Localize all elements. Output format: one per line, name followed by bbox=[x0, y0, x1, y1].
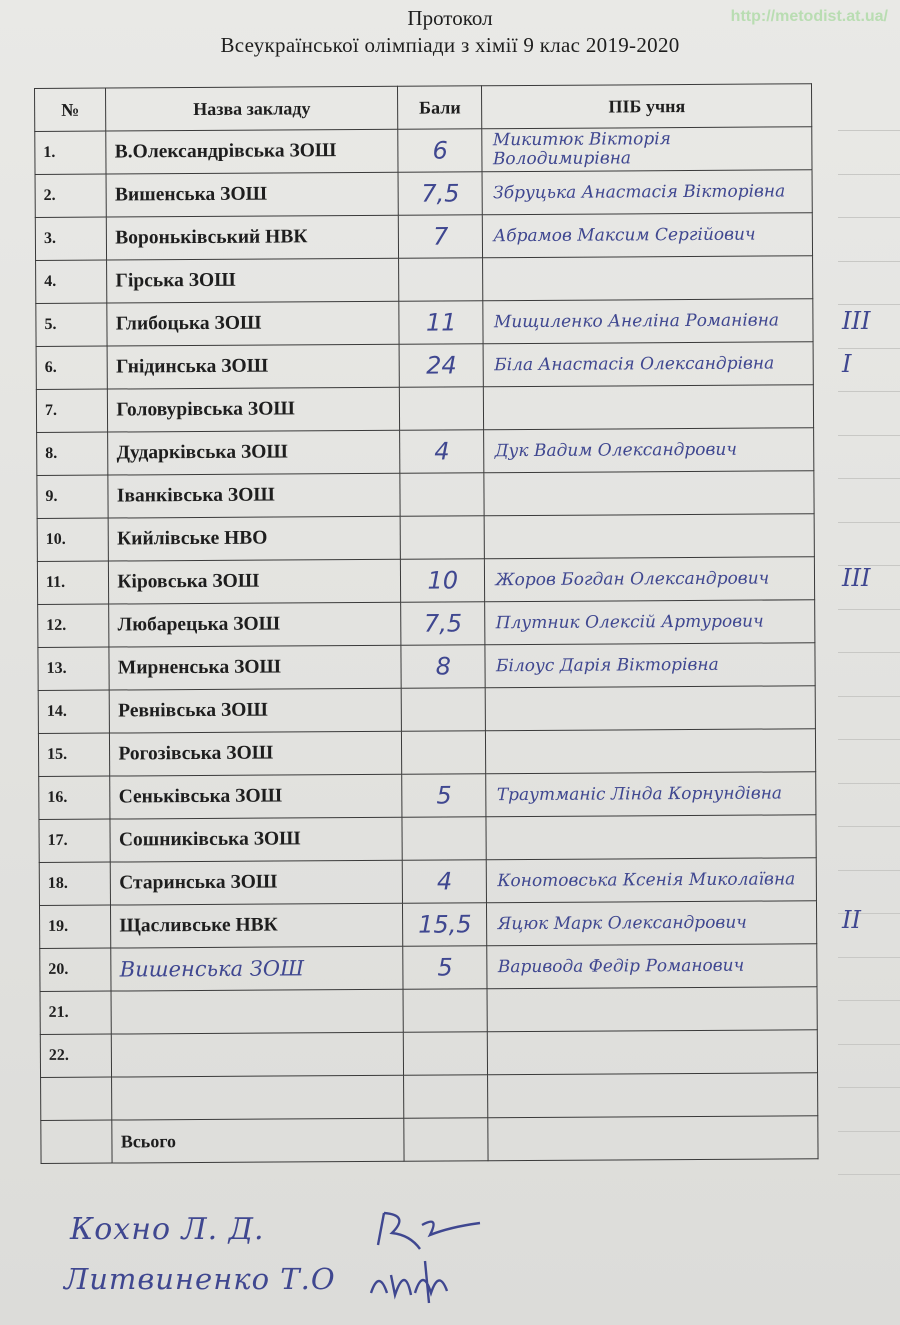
row-number-cell: 17. bbox=[39, 819, 111, 862]
row-number-cell: 5. bbox=[36, 303, 108, 346]
school-cell: Рогозівська ЗОШ bbox=[110, 731, 402, 776]
points-cell: 4 bbox=[402, 860, 487, 904]
margin-rule-line bbox=[838, 870, 900, 871]
margin-rule-line bbox=[838, 652, 900, 653]
col-number-header: № bbox=[35, 88, 107, 131]
total-points-cell bbox=[404, 1118, 489, 1162]
place-mark: I bbox=[842, 350, 852, 378]
school-cell: Ревнівська ЗОШ bbox=[110, 688, 402, 733]
place-mark: III bbox=[842, 307, 871, 336]
school-cell: Дударківська ЗОШ bbox=[108, 430, 400, 475]
school-cell: Головурівська ЗОШ bbox=[108, 387, 400, 432]
margin-rule-line bbox=[838, 826, 900, 827]
points-cell: 7 bbox=[398, 215, 483, 259]
school-cell bbox=[112, 1032, 404, 1077]
margin-rule-line bbox=[838, 217, 900, 218]
table-row bbox=[39, 858, 816, 906]
school-cell: Кийлівське НВО bbox=[108, 516, 400, 561]
student-name-cell bbox=[486, 729, 816, 774]
school-cell bbox=[112, 1075, 404, 1120]
total-label-cell: Всього bbox=[112, 1118, 404, 1163]
margin-rule-line bbox=[838, 348, 900, 349]
table-row bbox=[38, 600, 815, 648]
table-row bbox=[38, 729, 815, 777]
row-number-cell: 16. bbox=[39, 776, 111, 819]
student-name-cell: Плутник Олексій Артурович bbox=[485, 600, 815, 645]
student-name-cell bbox=[487, 987, 817, 1032]
col-student-header: ПІБ учня bbox=[482, 84, 812, 129]
table-row bbox=[38, 686, 815, 734]
row-number-cell: 22. bbox=[40, 1034, 112, 1077]
student-name-cell bbox=[486, 686, 816, 731]
protocol-title: Протокол bbox=[407, 6, 493, 30]
table-header-row bbox=[35, 84, 812, 132]
points-cell bbox=[404, 1075, 489, 1119]
margin-rule-line bbox=[838, 739, 900, 740]
points-cell: 5 bbox=[402, 774, 487, 818]
table-row bbox=[41, 1073, 818, 1121]
points-cell: 4 bbox=[400, 430, 485, 474]
points-cell: 11 bbox=[399, 301, 484, 345]
student-name-cell: Абрамов Максим Сергійович bbox=[483, 213, 813, 258]
table-row bbox=[39, 772, 816, 820]
table-row bbox=[35, 127, 812, 175]
points-cell bbox=[403, 1032, 488, 1076]
student-name-cell bbox=[483, 256, 813, 301]
place-mark: III bbox=[842, 564, 871, 592]
student-name-cell bbox=[486, 815, 816, 860]
points-cell: 10 bbox=[400, 559, 485, 603]
row-number-cell bbox=[41, 1077, 113, 1120]
school-cell: Сошниківська ЗОШ bbox=[110, 817, 402, 862]
school-cell: Мирненська ЗОШ bbox=[109, 645, 401, 690]
table-row bbox=[38, 643, 815, 691]
margin-rule-line bbox=[838, 261, 900, 262]
points-cell bbox=[403, 989, 488, 1033]
student-name-cell bbox=[484, 385, 814, 430]
row-number-cell: 9. bbox=[37, 475, 109, 518]
row-number-cell: 4. bbox=[36, 260, 108, 303]
place-mark: II bbox=[842, 906, 861, 935]
student-name-cell bbox=[488, 1030, 818, 1075]
margin-rule-line bbox=[838, 1087, 900, 1088]
school-cell: Вороньківський НВК bbox=[107, 215, 399, 260]
points-cell bbox=[399, 387, 484, 431]
col-school-header: Назва закладу bbox=[106, 86, 398, 131]
margin-rule-line bbox=[838, 957, 900, 958]
table-row bbox=[39, 901, 816, 949]
student-name-cell bbox=[485, 514, 815, 559]
row-number-cell: 10. bbox=[37, 518, 109, 561]
col-points-header: Бали bbox=[398, 86, 483, 130]
student-name-cell: Біла Анастасія Олександрівна bbox=[484, 342, 814, 387]
school-cell bbox=[111, 989, 403, 1034]
student-name-cell: Яцюк Марк Олександрович bbox=[487, 901, 817, 946]
handwritten-signature-icon bbox=[365, 1255, 465, 1310]
row-number-cell: 1. bbox=[35, 131, 107, 174]
table-row bbox=[36, 299, 813, 347]
row-number-cell: 12. bbox=[38, 604, 110, 647]
table-row bbox=[37, 557, 814, 605]
school-cell: Гнідинська ЗОШ bbox=[107, 344, 399, 389]
school-cell: Сеньківська ЗОШ bbox=[110, 774, 402, 819]
points-cell bbox=[400, 516, 485, 560]
row-number-cell: 13. bbox=[38, 647, 110, 690]
school-cell: Вишенська ЗОШ bbox=[106, 172, 398, 217]
points-cell: 5 bbox=[403, 946, 488, 990]
table-row bbox=[35, 213, 812, 261]
total-row bbox=[41, 1116, 818, 1164]
row-number-cell: 3. bbox=[35, 217, 107, 260]
row-number-cell: 18. bbox=[39, 862, 111, 905]
results-table-body bbox=[35, 127, 818, 1164]
student-name-cell: Мищиленко Анеліна Романівна bbox=[483, 299, 813, 344]
table-row bbox=[37, 471, 814, 519]
school-cell: Гірська ЗОШ bbox=[107, 258, 399, 303]
margin-rule-line bbox=[838, 522, 900, 523]
row-number-cell: 2. bbox=[35, 174, 107, 217]
student-name-cell bbox=[484, 471, 814, 516]
margin-rule-line bbox=[838, 435, 900, 436]
table-row bbox=[40, 944, 817, 992]
row-number-cell: 19. bbox=[39, 905, 111, 948]
signature-name-2: Литвиненко Т.О bbox=[64, 1262, 336, 1296]
margin-rule-line bbox=[838, 304, 900, 305]
school-cell: Іванківська ЗОШ bbox=[108, 473, 400, 518]
table-row bbox=[35, 170, 812, 218]
points-cell bbox=[402, 817, 487, 861]
school-cell: В.Олександрівська ЗОШ bbox=[106, 129, 398, 174]
table-row bbox=[37, 514, 814, 562]
margin-rule-line bbox=[838, 1000, 900, 1001]
student-name-cell: Траутманіс Лінда Корнундівна bbox=[486, 772, 816, 817]
points-cell bbox=[401, 731, 486, 775]
student-name-cell: Варивода Федір Романович bbox=[487, 944, 817, 989]
student-name-cell: Білоус Дарія Вікторівна bbox=[485, 643, 815, 688]
points-cell bbox=[401, 688, 486, 732]
total-student-cell bbox=[488, 1116, 818, 1161]
total-number-cell bbox=[41, 1120, 113, 1163]
student-name-cell: Конотовська Ксенія Миколаївна bbox=[487, 858, 817, 903]
margin-rule-line bbox=[838, 609, 900, 610]
margin-rule-line bbox=[838, 783, 900, 784]
points-cell: 8 bbox=[401, 645, 486, 689]
margin-rule-line bbox=[838, 1174, 900, 1175]
margin-rule-line bbox=[838, 478, 900, 479]
row-number-cell: 21. bbox=[40, 991, 112, 1034]
margin-rule-line bbox=[838, 696, 900, 697]
student-name-cell: Збруцька Анастасія Вікторівна bbox=[482, 170, 812, 215]
school-cell: Любарецька ЗОШ bbox=[109, 602, 401, 647]
school-cell: Кіровська ЗОШ bbox=[109, 559, 401, 604]
student-name-cell: Микитюк Вікторія Володимирівна bbox=[482, 127, 812, 172]
margin-rule-line bbox=[838, 174, 900, 175]
table-row bbox=[36, 385, 813, 433]
school-cell: Глибоцька ЗОШ bbox=[107, 301, 399, 346]
points-cell: 6 bbox=[398, 129, 483, 173]
margin-rule-line bbox=[838, 391, 900, 392]
student-name-cell: Дук Вадим Олександрович bbox=[484, 428, 814, 473]
row-number-cell: 20. bbox=[40, 948, 112, 991]
table-row bbox=[36, 342, 813, 390]
row-number-cell: 6. bbox=[36, 346, 108, 389]
margin-rule-line bbox=[838, 130, 900, 131]
signature-name-1: Кохно Л. Д. bbox=[70, 1212, 265, 1247]
school-cell: Вишенська ЗОШ bbox=[111, 946, 403, 991]
row-number-cell: 11. bbox=[37, 561, 109, 604]
table-row bbox=[37, 428, 814, 476]
table-row bbox=[40, 1030, 817, 1078]
row-number-cell: 14. bbox=[38, 690, 110, 733]
row-number-cell: 8. bbox=[37, 432, 109, 475]
points-cell: 15,5 bbox=[403, 903, 488, 947]
student-name-cell: Жоров Богдан Олександрович bbox=[485, 557, 815, 602]
student-name-cell bbox=[488, 1073, 818, 1118]
watermark-url: http://metodist.at.ua/ bbox=[730, 8, 888, 25]
points-cell: 7,5 bbox=[401, 602, 486, 646]
protocol-subtitle: Всеукраїнської олімпіади з хімії 9 клас 2019-2020 bbox=[220, 33, 680, 57]
points-cell: 24 bbox=[399, 344, 484, 388]
table-row bbox=[40, 987, 817, 1035]
signature-mark-2 bbox=[365, 1255, 465, 1314]
table-row bbox=[36, 256, 813, 304]
table-row bbox=[39, 815, 816, 863]
row-number-cell: 7. bbox=[36, 389, 108, 432]
points-cell bbox=[400, 473, 485, 517]
margin-rule-line bbox=[838, 1131, 900, 1132]
margin-rule-line bbox=[838, 1044, 900, 1045]
points-cell bbox=[399, 258, 484, 302]
row-number-cell: 15. bbox=[38, 733, 110, 776]
results-table bbox=[34, 83, 819, 1164]
points-cell: 7,5 bbox=[398, 172, 483, 216]
school-cell: Старинська ЗОШ bbox=[111, 860, 403, 905]
school-cell: Щасливське НВК bbox=[111, 903, 403, 948]
